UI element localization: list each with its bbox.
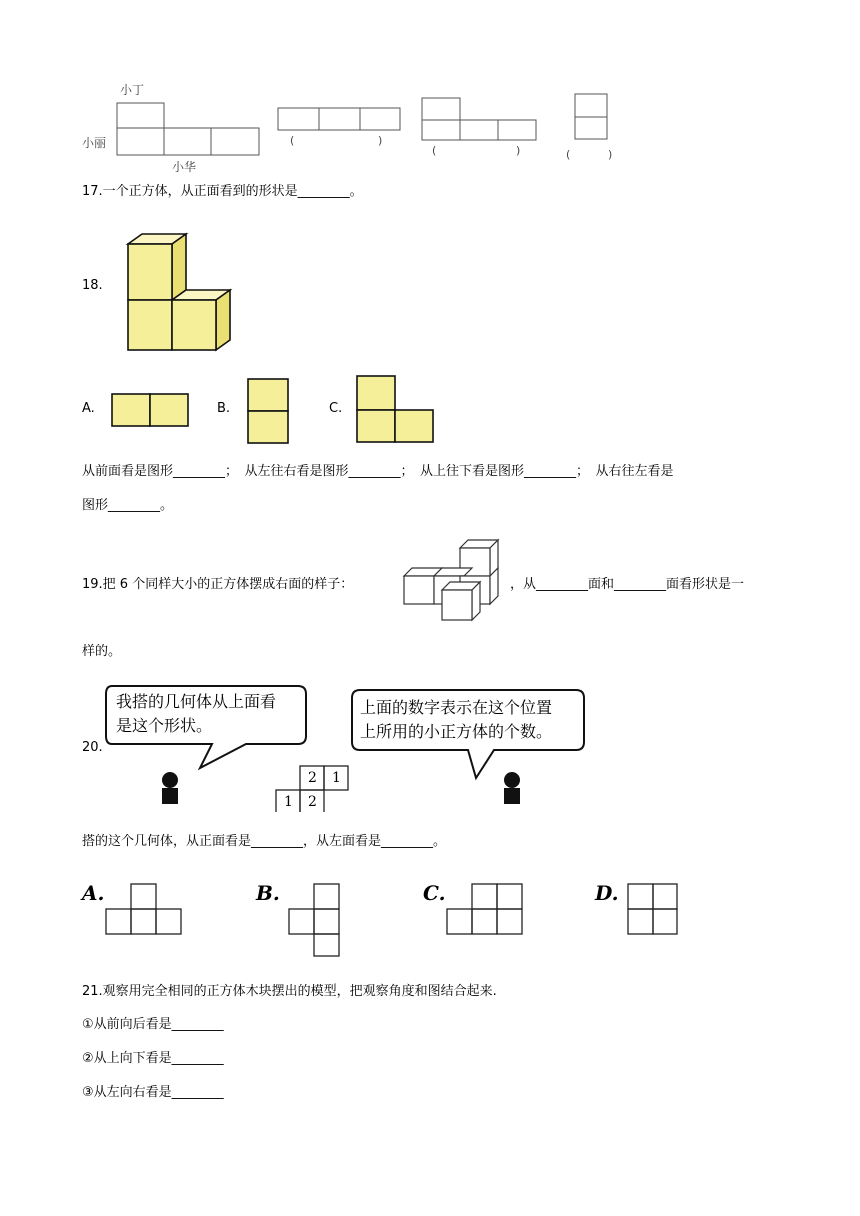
paren-open: ( bbox=[290, 134, 295, 147]
q18-option-a-label: A. bbox=[82, 401, 95, 416]
paren-open: ( bbox=[566, 148, 571, 161]
q20-dialog-figure bbox=[104, 684, 588, 812]
label-xiaoding: 小丁 bbox=[120, 83, 145, 97]
q16-views-svg bbox=[80, 78, 640, 178]
q18-cube-figure bbox=[124, 232, 234, 360]
q20-bubble-right-line2: 上所用的小正方体的个数。 bbox=[360, 722, 553, 741]
label-xiaoli: 小丽 bbox=[82, 136, 107, 150]
q19-cube-figure bbox=[402, 538, 504, 628]
q20-grid-cell: 2 bbox=[308, 770, 317, 786]
q18-option-c-figure bbox=[355, 374, 437, 450]
q20-options-svg bbox=[80, 876, 680, 958]
q18-option-a-figure bbox=[110, 392, 192, 432]
q19-text-after: ，从________面和________面看形状是一 bbox=[510, 577, 745, 592]
q20-question: 搭的这个几何体，从正面看是________，从左面看是________。 bbox=[82, 834, 447, 849]
q18-number: 18. bbox=[82, 278, 103, 293]
q21-item: ②从上向下看是________ bbox=[82, 1051, 224, 1066]
q20-option-label: D. bbox=[595, 881, 619, 905]
paren-close: ) bbox=[516, 144, 521, 157]
q17-text: 17.一个正方体，从正面看到的形状是________。 bbox=[82, 184, 363, 199]
q20-grid-cell: 2 bbox=[308, 794, 317, 810]
q20-bubble-left-line1: 我搭的几何体从上面看 bbox=[116, 692, 277, 711]
q20-options-figure bbox=[80, 876, 680, 958]
q19-text-before: 19.把 6 个同样大小的正方体摆成右面的样子： bbox=[82, 577, 354, 592]
q20-option-label: B. bbox=[256, 881, 280, 905]
paren-close: ) bbox=[378, 134, 383, 147]
q21-text: 21.观察用完全相同的正方体木块摆出的模型，把观察角度和图结合起来. bbox=[82, 984, 497, 999]
label-xiaohua: 小华 bbox=[172, 160, 197, 174]
q20-number: 20. bbox=[82, 740, 103, 755]
paren-close: ) bbox=[608, 148, 613, 161]
q19-cubes-svg bbox=[402, 538, 504, 624]
q20-bubble-left-line2: 是这个形状。 bbox=[116, 716, 213, 735]
q19-line2: 样的。 bbox=[82, 644, 122, 659]
q20-option-label: A. bbox=[82, 881, 105, 905]
paren-open: ( bbox=[432, 144, 437, 157]
q20-grid-cell: 1 bbox=[332, 770, 341, 786]
q18-line1: 从前面看是图形________； 从左往右看是图形________； 从上往下看是图形________； 从右往左看是 bbox=[82, 464, 674, 479]
q18-option-c-label: C. bbox=[329, 401, 343, 416]
q21-item: ①从前向后看是________ bbox=[82, 1017, 224, 1032]
q21-item: ③从左向右看是________ bbox=[82, 1085, 224, 1100]
q18-line2: 图形________。 bbox=[82, 498, 174, 513]
q18-option-b-svg bbox=[246, 377, 292, 447]
q18-option-b-figure bbox=[246, 377, 292, 451]
q18-cubes-svg bbox=[124, 232, 234, 356]
q20-bubble-right-line1: 上面的数字表示在这个位置 bbox=[360, 698, 553, 717]
q18-option-a-svg bbox=[110, 392, 192, 428]
q18-option-b-label: B. bbox=[217, 401, 231, 416]
q20-grid-cell: 1 bbox=[284, 794, 293, 810]
q18-option-c-svg bbox=[355, 374, 437, 446]
q16-figure bbox=[80, 78, 640, 178]
q20-option-label: C. bbox=[423, 881, 446, 905]
